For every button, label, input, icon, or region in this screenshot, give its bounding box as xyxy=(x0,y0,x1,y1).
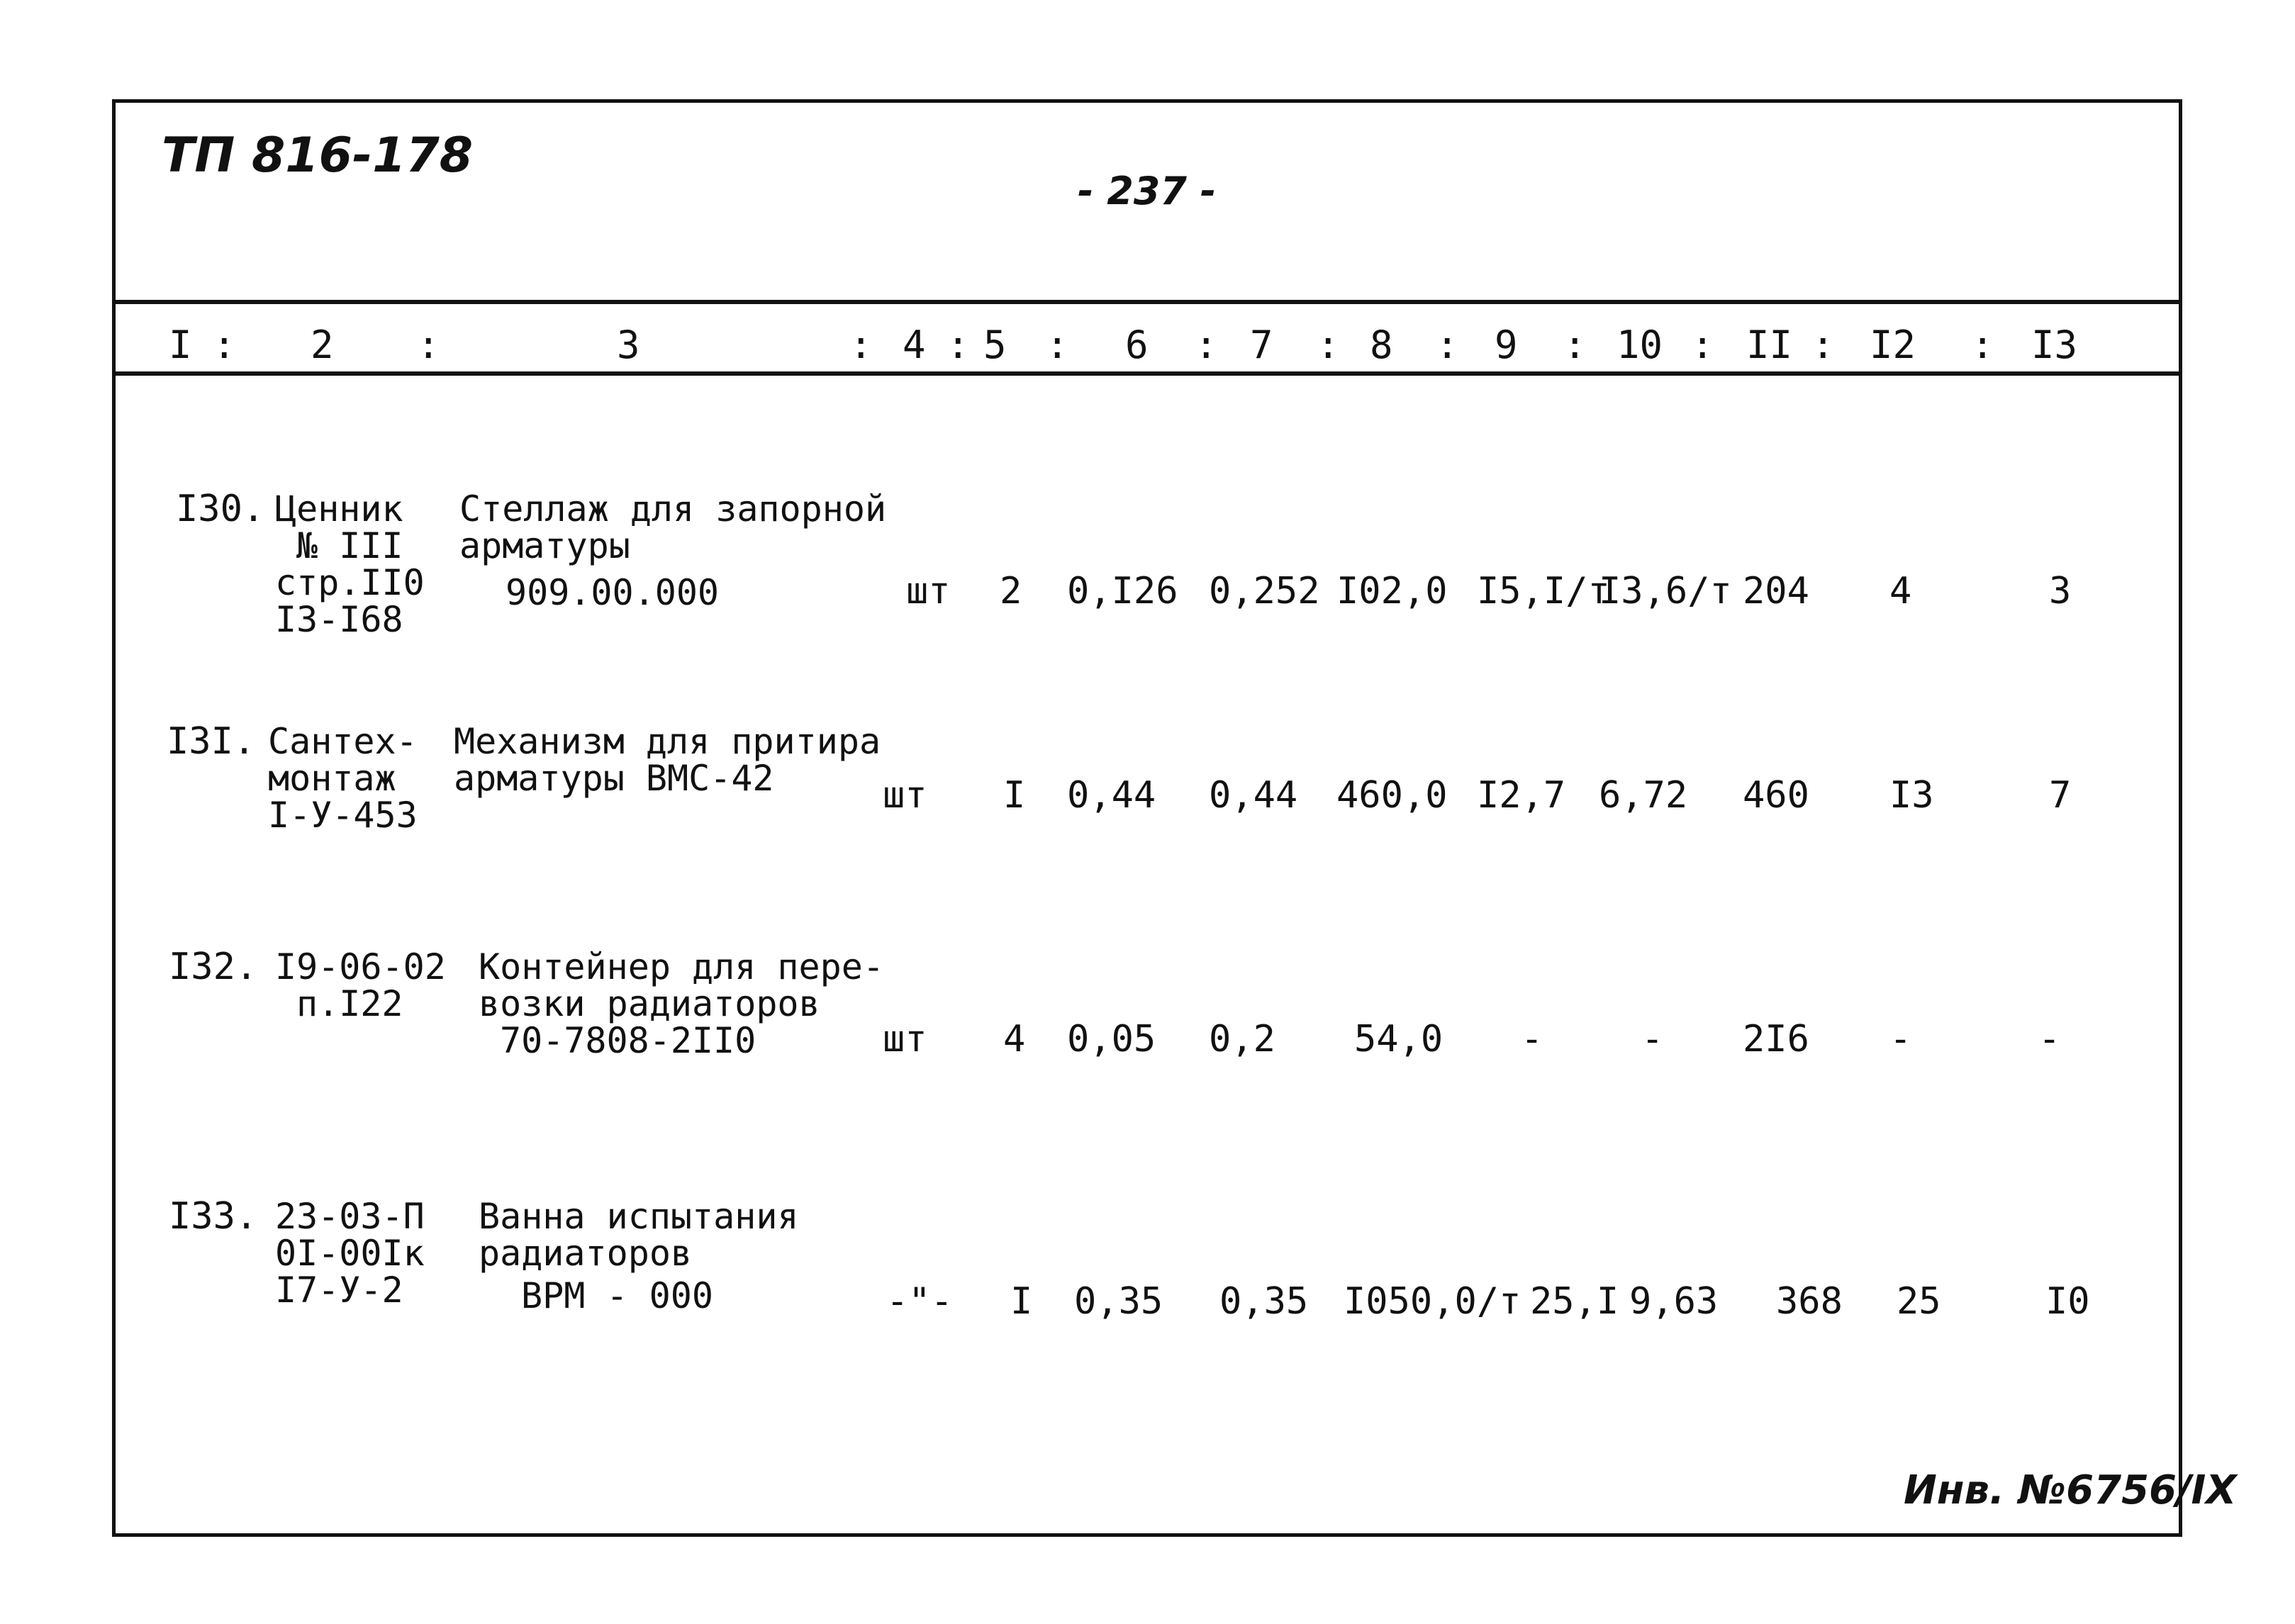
row-col8: I050,0/т xyxy=(1344,1280,1521,1323)
col-header-2: 2 xyxy=(311,323,334,367)
row-col6: 0,44 xyxy=(1067,774,1156,817)
row-col13: 7 xyxy=(2049,774,2072,817)
row-col10: 6,72 xyxy=(1599,774,1688,817)
row-col11: 2I6 xyxy=(1743,1018,1809,1060)
row-qty: I xyxy=(1010,1280,1033,1323)
header-bottom-rule xyxy=(112,371,2182,376)
row-col7: 0,44 xyxy=(1209,774,1298,817)
col-header-12: I2 xyxy=(1870,323,1916,367)
row-col9: I2,7 xyxy=(1477,774,1566,817)
col-header-9: 9 xyxy=(1495,323,1518,367)
row-col9: - xyxy=(1521,1018,1543,1060)
row-col6: 0,35 xyxy=(1074,1280,1163,1323)
row-col10: I3,6/т xyxy=(1599,570,1732,612)
col-header-10: 10 xyxy=(1616,323,1663,367)
row-qty: I xyxy=(1003,774,1026,817)
row-col9: 25,I xyxy=(1530,1280,1619,1323)
row-col7: 0,2 xyxy=(1209,1018,1275,1060)
row-number: I30. xyxy=(176,488,265,530)
row-source: Ценник № III стр.II0 I3-I68 xyxy=(275,488,425,640)
col-header-7: 7 xyxy=(1250,323,1273,367)
row-col6: 0,05 xyxy=(1067,1018,1156,1060)
row-number: I3I. xyxy=(167,720,256,763)
row-col7: 0,35 xyxy=(1219,1280,1309,1323)
col-separator: : xyxy=(1563,323,1587,367)
row-name: Стеллаж для запорной арматуры 909.00.000 xyxy=(459,488,887,613)
row-col12: - xyxy=(1889,1018,1912,1060)
row-col8: 460,0 xyxy=(1336,774,1448,817)
col-header-4: 4 xyxy=(903,323,926,367)
row-name: Механизм для притира арматуры ВМС-42 xyxy=(454,721,881,799)
col-header-13: I3 xyxy=(2031,323,2078,367)
row-unit: шт xyxy=(883,1018,927,1060)
row-col13: - xyxy=(2038,1018,2061,1060)
row-col10: 9,63 xyxy=(1629,1280,1719,1323)
col-separator: : xyxy=(1691,323,1714,367)
col-header-8: 8 xyxy=(1370,323,1393,367)
row-col12: 25 xyxy=(1897,1280,1941,1323)
row-qty: 4 xyxy=(1003,1018,1026,1060)
col-separator: : xyxy=(947,323,970,367)
row-col11: 204 xyxy=(1743,570,1809,612)
row-qty: 2 xyxy=(1000,570,1022,612)
col-separator: : xyxy=(1436,323,1459,367)
col-separator: : xyxy=(213,323,236,367)
col-separator: : xyxy=(1317,323,1340,367)
row-unit: -"- xyxy=(886,1280,953,1323)
row-col9: I5,I/т xyxy=(1477,570,1610,612)
header-top-rule xyxy=(112,300,2182,304)
col-separator: : xyxy=(1046,323,1069,367)
col-separator: : xyxy=(849,323,873,367)
page-number: - 237 - xyxy=(1078,169,1217,213)
row-source: 23-03-П 0I-00Iк I7-У-2 xyxy=(275,1196,425,1311)
row-col13: I0 xyxy=(2045,1280,2090,1323)
row-col8: I02,0 xyxy=(1336,570,1448,612)
row-name: Контейнер для пере- возки радиаторов 70-7808-2II0 xyxy=(479,946,884,1061)
row-name: Ванна испытания радиаторов ВРМ - 000 xyxy=(479,1196,799,1316)
row-col6: 0,I26 xyxy=(1067,570,1178,612)
row-unit: шт xyxy=(906,570,951,612)
col-separator: : xyxy=(1811,323,1835,367)
col-header-6: 6 xyxy=(1125,323,1149,367)
col-separator: : xyxy=(1971,323,1994,367)
col-header-1: I xyxy=(169,323,192,367)
row-col8: 54,0 xyxy=(1354,1018,1444,1060)
col-header-11: II xyxy=(1746,323,1793,367)
row-col10: - xyxy=(1641,1018,1664,1060)
row-source: Сантех- монтаж I-У-453 xyxy=(268,721,418,836)
row-number: I32. xyxy=(169,946,258,988)
col-separator: : xyxy=(417,323,440,367)
row-col13: 3 xyxy=(2049,570,2072,612)
inventory-number: Инв. №6756/IX xyxy=(1904,1467,2237,1513)
row-unit: шт xyxy=(883,774,927,817)
row-col11: 368 xyxy=(1776,1280,1843,1323)
row-col12: I3 xyxy=(1889,774,1934,817)
col-header-5: 5 xyxy=(983,323,1007,367)
row-col7: 0,252 xyxy=(1209,570,1320,612)
col-separator: : xyxy=(1195,323,1218,367)
row-number: I33. xyxy=(169,1195,258,1238)
row-col11: 460 xyxy=(1743,774,1809,817)
document-code: ТП 816-178 xyxy=(162,128,474,184)
row-col12: 4 xyxy=(1889,570,1912,612)
row-source: I9-06-02 п.I22 xyxy=(275,946,446,1024)
col-header-3: 3 xyxy=(617,323,640,367)
